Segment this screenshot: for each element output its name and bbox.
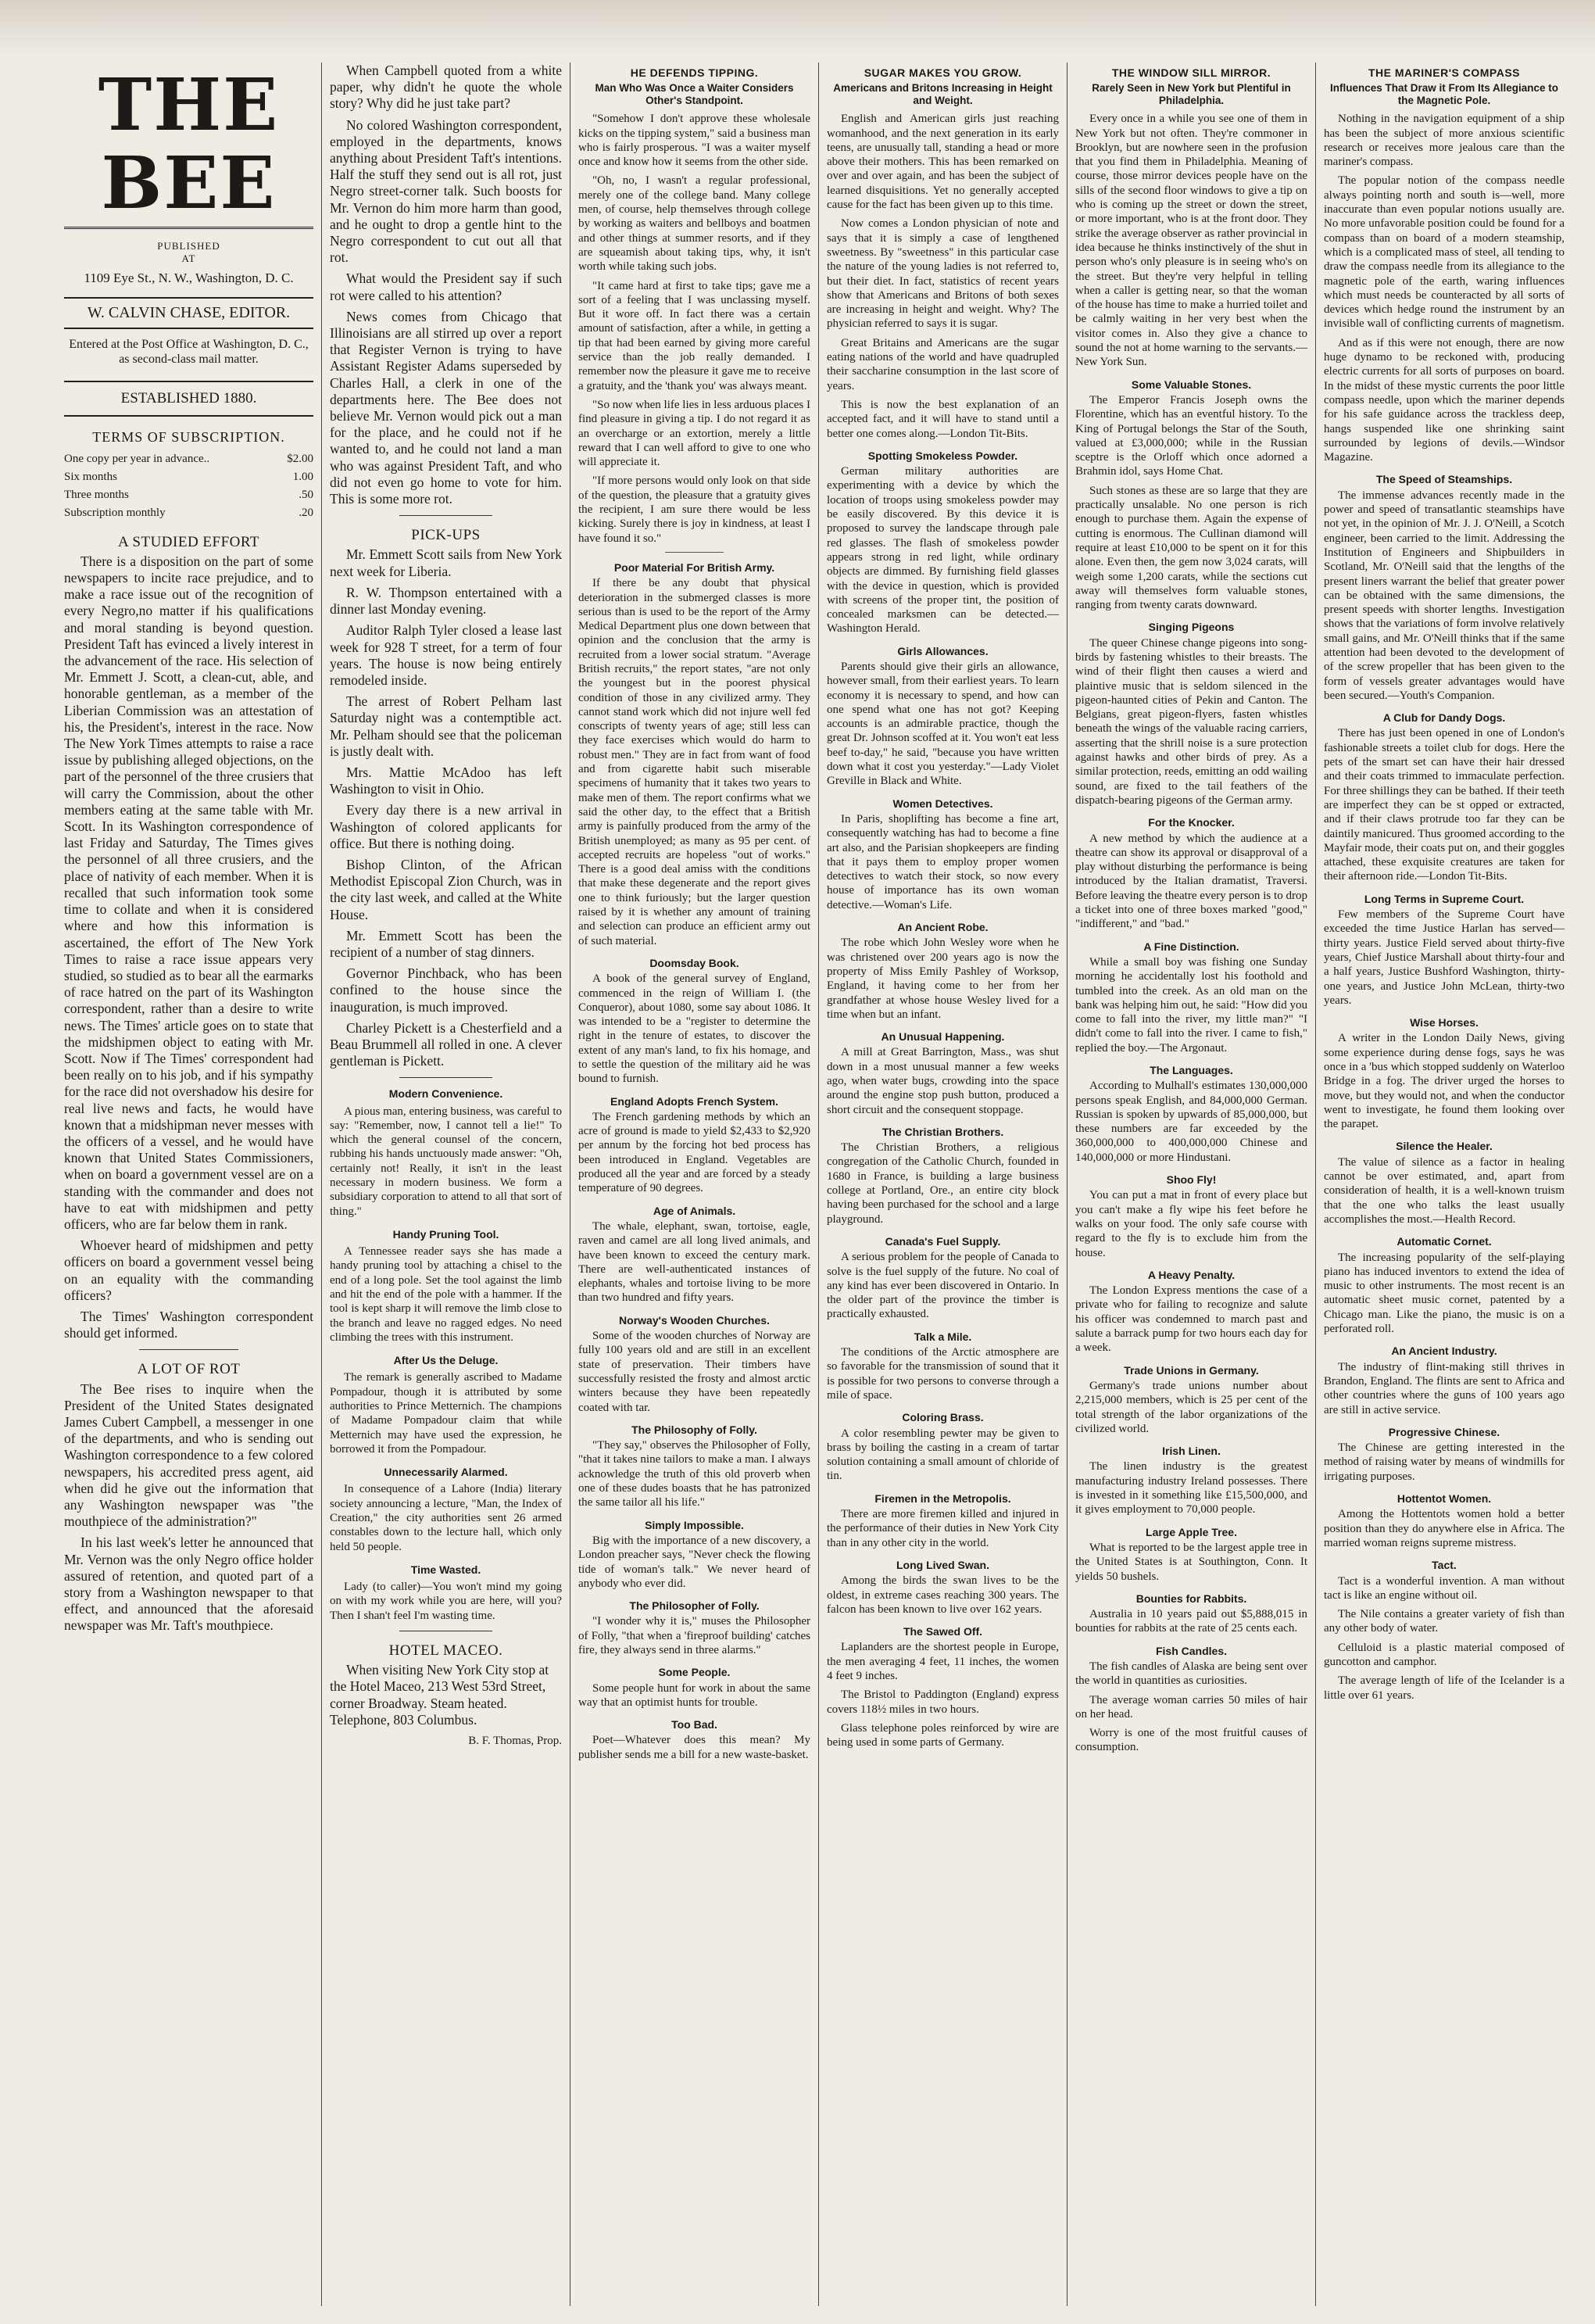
column-2 [322, 63, 570, 2306]
paragraph: Some of the wooden churches of Norway are fully 100 years old and are still in an excellent state of preservation. Their timbers have successfully resisted the frosty and almost arctic winters because they have been repeatedly coated with tar. [578, 1330, 810, 1414]
article-heading: Doomsday Book. [649, 956, 739, 969]
divider [139, 1349, 239, 1350]
paragraph: A pious man, entering business, was careful to say: "Remember, now, I cannot tell a lie!" To which the general counsel of the concern, rubbing his hands unctuously made answer: "Oh, certainly not! Really, it isn't in the least necessary in modern business. We form a subsidiary corporation to attend to all that sort of thing." [330, 1105, 562, 1218]
terms-table [64, 450, 313, 523]
divider [399, 1077, 492, 1078]
paragraph: Whoever heard of midshipmen and petty officers on board a government vessel being on an equality with the commanding officers? [64, 1237, 313, 1303]
terms-row [64, 504, 313, 522]
paragraph: The robe which John Wesley wore when he was christened over 200 years ago is now the property of Miss Emily Pashley of Worksop, England, it having come to her from her grandfather at whose house Wesley lived for a time when but an infant. [827, 936, 1059, 1021]
paragraph: In his last week's letter he announced that Mr. Vernon was the only Negro office holder assured of retention, and quoted part of a story from a Washington newspaper to that effect, and announced that the aforesaid newspaper was Mr. Taft's mouthpiece. [64, 1534, 313, 1634]
paragraph: Nothing in the navigation equipment of a ship has been the subject of more anxious scientific research or receives more jealous care than the mariner's compass. [1324, 113, 1565, 169]
paragraph: Among the Hottentots women hold a better position than they do anywhere else in Africa. The married woman reigns supreme mistress. [1324, 1508, 1565, 1549]
terms-row [64, 450, 313, 468]
paragraph: The Bee rises to inquire when the President of the United States designated James Cubert Campbell, a messenger in one of the departments, and who is sending out Washington correspondence to a few colored newspapers, his accredited press agent, aid when did he give out the information that any Washington newspaper was "the mouthpiece of the administration?" [64, 1380, 313, 1530]
paragraph: "If more persons would only look on that side of the question, the pleasure that a gratuity gives the recipient, I am sure there would be less kicking. Surely there is joy in kindness, at least I have found it so." [578, 474, 810, 545]
article-heading: Large Apple Tree. [1146, 1525, 1237, 1538]
paragraph: The Christian Brothers, a religious congregation of the Catholic Church, founded in 1680 in France, is building a large business college at Portland, Ore., an entire city block having been purchased for the school and a large playground. [827, 1141, 1059, 1226]
paragraph: Every day there is a new arrival in Washington of colored applicants for office. But there is nothing doing. [330, 802, 562, 851]
article-heading: Simply Impossible. [645, 1518, 744, 1531]
headline-hotel-maceo: HOTEL MACEO. [388, 1642, 503, 1659]
terms-label: One copy per year in advance.. [64, 452, 210, 465]
paragraph: Auditor Ralph Tyler closed a lease last week for 928 T street, for a term of four years. The house is now being entirely remodeled inside. [330, 622, 562, 688]
paragraph: News comes from Chicago that Illinoisians are all stirred up over a report that Register Vernon is trying to have Assistant Register Adams superseded by Charles Hall, a clerk in one of the departments here. The Bee does not believe Mr. Vernon would pick out a man for the place, and he could not if he wanted to, and he could not land a man who was against President Taft, and who did not even go home to vote for him. This is some more rot. [330, 308, 562, 507]
terms-value: .50 [299, 489, 313, 502]
paragraph: Tact is a wonderful invention. A man without tact is like an engine without oil. [1324, 1574, 1565, 1602]
article-heading: A Fine Distinction. [1143, 940, 1239, 953]
article-heading: Spotting Smokeless Powder. [867, 449, 1018, 462]
article-heading: Singing Pigeons [1148, 621, 1235, 634]
article-heading: Women Detectives. [892, 797, 993, 810]
paragraph: When Campbell quoted from a white paper, why didn't he quote the whole story? Why did he just take part? [330, 63, 562, 112]
headline-compass: THE MARINER'S COMPASS [1368, 66, 1521, 79]
paragraph: And as if this were not enough, there are now huge dynamo to be reckoned with, producing electric currents for all sorts of purposes on board. In the midst of these mystic currents the poor little compass needle, upon which the mariner depends for his safe guidance across the trackless deep, hangs suspended like one shrinking saint surrounded by legions of devils.—Windsor Magazine. [1324, 336, 1565, 464]
paragraph: Such stones as these are so large that they are practically unsalable. No one person is rich enough to purchase them. Again the expense of cutting is enormous. The Cullinan diamond will require at least £10,000 to be spent on it for this alone. Even then, the gem now 3,024 carats, will weigh some 1,200 carats, while the sections cut away will themselves form valuable stones, ranging from twenty carats downward. [1075, 484, 1307, 612]
paragraph: The remark is generally ascribed to Madame Pompadour, though it is attributed by some authorities to Prince Metternich. The champions of Madame Pompadour claim that while Metternich may have used the expression, he borrowed it from the Pompadour. [330, 1371, 562, 1456]
article-heading: Some People. [658, 1666, 731, 1679]
article-heading: After Us the Deluge. [393, 1354, 499, 1367]
article-heading: Automatic Cornet. [1397, 1235, 1492, 1248]
article-heading: A Club for Dandy Dogs. [1382, 711, 1506, 725]
paragraph: The whale, elephant, swan, tortoise, eagle, raven and camel are all long lived animals, and have been known to exceed the century mark. There are well-authenticated instances of elephants, whales and tortoise living to be more than two hundred and fifty years. [578, 1219, 810, 1305]
paragraph: The Bristol to Paddington (England) express covers 118½ miles in two hours. [827, 1688, 1059, 1716]
paragraph: The average woman carries 50 miles of hair on her head. [1075, 1693, 1307, 1721]
paragraph: The average length of life of the Icelander is a little over 61 years. [1324, 1674, 1565, 1702]
article-heading: Handy Pruning Tool. [392, 1227, 499, 1241]
article-heading: Norway's Wooden Churches. [619, 1313, 770, 1327]
paragraph: The Nile contains a greater variety of fish than any other body of water. [1324, 1608, 1565, 1635]
paragraph: The value of silence as a factor in healing cannot be over estimated, and, apart from consideration of health, it is a well-known truism that the one who talks the least usually accomplishes the most.—Health Record. [1324, 1155, 1565, 1226]
article-heading: Girls Allowances. [897, 644, 989, 657]
paragraph: In Paris, shoplifting has become a fine art, consequently watching has had to become a fine art also, and the Parisian shopkeepers are finding that it pays them to employ proper women detectives to watch their stock, so now every house of importance has its own woman detective.—Woman's Life. [827, 812, 1059, 911]
terms-label: Six months [64, 471, 117, 484]
paragraph: English and American girls just reaching womanhood, and the next generation in its early teens, are unusually tall, standing a head or more above their mothers. This has been remarked on over and over again, and has been the subject of learned disquisitions. Yet no generally accepted cause for the fact has been given up to this time. [827, 113, 1059, 212]
paragraph: "It came hard at first to take tips; gave me a sort of a feeling that I was unclassing myself. But it wore off. In fact there was a certain amount of satisfaction, after a while, in getting a tip that had been earned by giving more careful service than the job really demanded. I remember now the pleasure it gave me to receive a gratuity, and the 'thank you' was always meant. [578, 279, 810, 392]
paragraph: The French gardening methods by which an acre of ground is made to yield $2,433 to $2,920 per annum by the forcing hot bed process has been introduced in England. Vegetables are produced all the year and are forced by a steady temperature of 90 degrees. [578, 1110, 810, 1195]
article-heading: For the Knocker. [1148, 816, 1235, 829]
terms-label: Subscription monthly [64, 507, 166, 520]
paragraph: Big with the importance of a new discovery, a London preacher says, "Never check the flowing tide of woman's talk." We never heard of anybody who ever did. [578, 1534, 810, 1590]
paragraph: No colored Washington correspondent, employed in the departments, knows anything about President Taft's intentions. Half the stuff they send out is all rot, just Negro street-corner talk. Such boosts for Mr. Vernon do him more harm than good, and he ought to drop a gentle hint to the Negro correspondent to cut out all that rot. [330, 116, 562, 266]
divider [399, 515, 492, 516]
page-top-edge [0, 0, 1595, 55]
headline-pick-ups: PICK-UPS [411, 527, 481, 544]
article-heading: The Philosophy of Folly. [631, 1423, 757, 1436]
paragraph: The linen industry is the greatest manufacturing industry Ireland possesses. There is invested in it something like £15,500,000, and it gives employment to 70,000 people. [1075, 1460, 1307, 1517]
paragraph: While a small boy was fishing one Sunday morning he accidentally lost his foothold and tumbled into the creek. As an old man on the bank was helping him out, he said: "How did you come to fall into the river, my little man?" "I didn't come to fall into the river. I came to fish," replied the boy.—The Argonaut. [1075, 955, 1307, 1055]
subheadline: Influences That Draw it From Its Allegiance to the Magnetic Pole. [1329, 82, 1559, 107]
paragraph: If there be any doubt that physical deterioration in the submerged classes is more serious than is used to be the report of the Army Medical Department plus one down between that opinion and the conclusion that the army is recruited from a lower social stratum. "Average British recruits," the report states, "are not only the youngest but in the poorest physical condition of those in any civilized army. They cannot stand work which did not injure well fed conscripts of twenty years of age; still less can they face exercises which would do harm to robust men." They are in fact from want of food and from cigarette habit such miserable specimens of humanity that it takes two years to make men of them. The report confirms what we said the other day, to the effect that a British army is painfully produced from the army of the British unemployed; as many as 95 per cent. of accepted recruits are hopeless "out of works." There is a good deal amiss with the conditions that make these degenerate and the report gives one to think furiously; but the larger question raised by it is whether any amount of training and selection can produce an efficient army out of such material. [578, 577, 810, 947]
paragraph: Charley Pickett is a Chesterfield and a Beau Brummell all rolled in one. A clever gentleman is Pickett. [330, 1019, 562, 1069]
column-5 [1068, 63, 1316, 2306]
paragraph: According to Mulhall's estimates 130,000,000 persons speak English, and 84,000,000 German. Russian is spoken by upwards of 85,000,000, but these numbers are far exceeded by the 360,000,000 to 400,000,000 Chinese and 140,000,000 or more Hindustani. [1075, 1080, 1307, 1164]
paragraph: Poet—Whatever does this mean? My publisher sends me a bill for a new waste-basket. [578, 1734, 810, 1761]
headline-lot-of-rot: A LOT OF ROT [137, 1361, 241, 1378]
published-at: PUBLISHED AT [157, 240, 220, 264]
paragraph: The fish candles of Alaska are being sent over the world in quantities as curiosities. [1075, 1660, 1307, 1688]
paragraph: There is a disposition on the part of some newspapers to incite race prejudice, and to make a race issue out of the recognition of every Negro,no matter if his qualifications and moral standing is beyond question. President Taft has evinced a lively interest in the advancement of the race. His selection of Mr. Emmett J. Scott, a clean-cut, able, and honorable gentleman, as a member of the Liberian Commission was an attestation of his, the President's, interest in the race. Now The New York Times attempts to raise a race issue by publishing alleged objections, on the part of the personnel of the three crusiers that will carry the Commission, about the other members eating at the same table with Mr. Scott. In its Washington correspondence of last Friday and Saturday, The Times gives the personnel of all three crusiers, and the place of nativity of each member. When it is recalled that such information took some time to collate and when it is considered where and how this information is ascertained, the effort of The New York Times to raise a race issue appears very studied, so studied as to bear all the earmarks of race hatred on the part of its Washington correspondent, rather than a desire to write news. The Times' article goes on to state that the midshipmen object to eating with Mr. Scott. Now if The Times' correspondent had been really on to his job, and if his sympathy for the race did not overshadow his desire for real live news and facts, he would have known that a midshipman never messes with the officers of a vessel, and he would have known that United States Commissioners, when on board a government vessel are on a standing with the commander and does not have to eat with midshipmen and petty officers, who are far below them in rank. [64, 553, 313, 1232]
paragraph: Governor Pinchback, who has been confined to the house since the inauguration, is much improved. [330, 965, 562, 1015]
paragraph: Lady (to caller)—You won't mind my going on with my work while you are here, will you? Then I shan't feel I'm wasting time. [330, 1581, 562, 1622]
article-heading: Time Wasted. [410, 1563, 481, 1576]
subheadline: Rarely Seen in New York but Plentiful in Philadelphia. [1092, 82, 1291, 107]
article-heading: Tact. [1432, 1559, 1457, 1572]
article-heading: Fish Candles. [1155, 1644, 1228, 1657]
paragraph: There are more firemen killed and injured in the performance of their duties in New York City than in any other city in the world. [827, 1508, 1059, 1549]
paragraph: The Times' Washington correspondent should get informed. [64, 1308, 313, 1341]
terms-label: Three months [64, 489, 129, 502]
article-heading: The Languages. [1150, 1064, 1233, 1076]
masthead-title: THE BEE [64, 66, 313, 229]
paragraph: The immense advances recently made in the power and speed of transatlantic steamships have not yet, in the opinion of Mr. J. J. O'Neill, a Scotch engineer, been carried to the limit. Addressing the Institution of Engineers and Shipbuilders in Scotland, Mr. O'Neill said that the lengths of the present liners warrant the belief that greater power can be obtained with the same dimensions, the present speeds with shorter lengths. Investigation shows that the variations of form involve relatively small gains, and Mr. O'Neill thinks that if the same attention had been devoted to the development of of the screw propeller that has been given to the form of vessels greater advantages would have been secured.—Youth's Companion. [1324, 489, 1565, 702]
article-heading: Talk a Mile. [914, 1330, 972, 1343]
paragraph: This is now the best explanation of an accepted fact, and it will have to stand until a better one comes along.—London Tit-Bits. [827, 398, 1059, 440]
paragraph: The London Express mentions the case of a private who for failing to recognize and salute his officer was condemned to march past and salute a barrack pump for two hours each day for a week. [1075, 1284, 1307, 1355]
article-heading: An Ancient Robe. [897, 921, 989, 934]
paragraph: When visiting New York City stop at the Hotel Maceo, 213 West 53rd Street, corner Broadway. Steam heated. Telephone, 803 Columbus. [330, 1662, 549, 1728]
paragraph: A book of the general survey of England, commenced in the reign of William I. (the Conqueror), about 1080, some say about 1086. It was intended to be a "register to determine the right in the tenure of estates, to discover the extent of any man's land, to fix his homage, and to settle the question of the military aid he was bound to furnish. [578, 972, 810, 1086]
article-heading: Some Valuable Stones. [1131, 378, 1252, 391]
paragraph: A Tennessee reader says she has made a handy pruning tool by attaching a chisel to the end of a long pole. Set the tool against the limb and hit the end of the pole with a hammer. If the tool is kept sharp it will remove the limb close to the branch and leave no ragged edges. No need climbing the trees with this instrument. [330, 1245, 562, 1344]
paragraph: Among the birds the swan lives to be the oldest, in extreme cases reaching 300 years. The falcon has been known to live over 162 years. [827, 1574, 1059, 1616]
paragraph: The Chinese are getting interested in the method of raising water by means of windmills for irrigating purposes. [1324, 1441, 1565, 1483]
article-heading: England Adopts French System. [610, 1094, 778, 1108]
column-3 [570, 63, 819, 2306]
headline-window-mirror: THE WINDOW SILL MIRROR. [1111, 66, 1271, 79]
paragraph: Parents should give their girls an allowance, however small, from their earliest years. To learn economy it is necessary to spend, and how can one spend what one has not got? Keeping accounts is an admirable practice, though the great Dr. Johnson scoffed at it. You won't eat less beef to-day," he said, "because you have written down what it cost you yesterday."—Lady Violet Greville in Black and White. [827, 660, 1059, 788]
paragraph: The increasing popularity of the self-playing piano has induced inventors to extend the idea of music to other instruments. The most recent is an automatic sheet music cornet, patented by a Chicago man. Like the piano, the music is on a perforated roll. [1324, 1251, 1565, 1336]
article-heading: Firemen in the Metropolis. [874, 1491, 1011, 1505]
article-heading: Long Terms in Supreme Court. [1364, 892, 1525, 905]
paragraph: Mr. Emmett Scott has been the recipient of a number of stag dinners. [330, 927, 562, 960]
article-heading: Long Lived Swan. [896, 1558, 989, 1571]
article-heading: Bounties for Rabbits. [1135, 1592, 1247, 1605]
paragraph: Every once in a while you see one of them in New York but not often. They're commoner in Brooklyn, but are nowhere seen in the profusion that you find them in Philadelphia. Meaning of course, those mirror devices people have on the sills of the second floor windows to give a tip on who is coming up the street or down the street, or more important, who is at the front door. They strike the average observer as rather provincial in idea because he thinks instinctively of the shut in person who's only pleasure is in seeing who's on the street. But they're very helpful in telling when a caller is getting near, so that the woman of the house has time to make a hurried toilet and be calmly waiting in her very best when the visitor comes in. Also they give a chance to sound the not at home warning to the servants.—New York Sun. [1075, 113, 1307, 369]
article-heading: Silence the Healer. [1396, 1140, 1493, 1153]
paragraph: "I wonder why it is," muses the Philosopher of Folly, "that when a 'fireproof building' catches fire, they always send in three alarms." [578, 1615, 810, 1656]
paragraph: What would the President say if such rot were called to his attention? [330, 270, 562, 303]
paragraph: "Somehow I don't approve these wholesale kicks on the tipping system," said a business man who is fairly prosperous. "I was a waiter myself once and know how it seems from the other side. [578, 113, 810, 169]
paragraph: A new method by which the audience at a theatre can show its approval or disapproval of a play without disturbing the performance is being introduced by the Italian dramatist, Traversi. Before leaving the theatre every person is to drop a ticket into one of three boxes marked "good," "indifferent," and "bad." [1075, 832, 1307, 931]
paragraph: What is reported to be the largest apple tree in the United States is at Southington, Conn. It yields 50 bushels. [1075, 1541, 1307, 1583]
subheadline: Man Who Was Once a Waiter Considers Other's Standpoint. [595, 82, 794, 107]
paragraph: Glass telephone poles reinforced by wire are being used in some parts of Germany. [827, 1721, 1059, 1749]
subheadline: Americans and Britons Increasing in Height and Weight. [833, 82, 1053, 107]
paragraph: "So now when life lies in less arduous places I find pleasure in giving a tip. I do not regard it as an overcharge or an extortion, merely a little reward that I can well afford to give to one who will appreciate it. [578, 398, 810, 469]
terms-row [64, 486, 313, 504]
paragraph: Great Britains and Americans are the sugar eating nations of the world and have quadrupled their saccharine consumption in the last score of years. [827, 336, 1059, 392]
headline-sugar: SUGAR MAKES YOU GROW. [864, 66, 1022, 79]
paragraph: A serious problem for the people of Canada to solve is the fuel supply of the future. No coal of any kind has ever been discovered in Ontario. In the older part of the province the timber is practically exhausted. [827, 1251, 1059, 1321]
paragraph: There has just been opened in one of London's fashionable streets a toilet club for dogs. Here the pets of the smart set can have their hair dressed and their coats trimmed to immaculate perfection. For three shillings they can be bathed. If their teeth are imperfect they can be st opped or extracted, and if their claws protrude too far they can be daintily manicured. Thus groomed according to the Mayfair mode, their coats put on, and their goggles attached, these exquisite creatures are taken for their afternoon ride.—London Tit-Bits. [1324, 727, 1565, 883]
masthead-address: 1109 Eye St., N. W., Washington, D. C. [84, 270, 294, 285]
paragraph: Australia in 10 years paid out $5,888,015 in bounties for rabbits at the rate of 25 cents each. [1075, 1608, 1307, 1635]
column-6 [1316, 63, 1572, 2306]
paragraph: The arrest of Robert Pelham last Saturday night was a contemptible act. Mr. Pelham should see that the policeman is justly dealt with. [330, 693, 562, 759]
terms-value: 1.00 [292, 471, 313, 484]
paragraph: A mill at Great Barrington, Mass., was shut down in a most unusual manner a few weeks ago, when water bugs, crowding into the space around the engine stop push button, produced a short circuit and the consequent stoppage. [827, 1046, 1059, 1116]
article-heading: Canada's Fuel Supply. [885, 1234, 1001, 1248]
headline-studied-effort: A STUDIED EFFORT [117, 533, 260, 550]
signature: B. F. Thomas, Prop. [468, 1735, 562, 1748]
article-heading: An Unusual Happening. [881, 1030, 1005, 1044]
paragraph: The Emperor Francis Joseph owns the Florentine, which has an eventful history. To the King of Portugal belongs the Star of the South, valued at £3,000,000; while in the Russian sceptre is the Orloff which once adorned a Brahmin idol, says Home Chat. [1075, 393, 1307, 478]
article-heading: Trade Unions in Germany. [1124, 1363, 1259, 1377]
paragraph: The industry of flint-making still thrives in Brandon, England. The flints are sent to Africa and other countries where the guns of 100 years ago are still in active service. [1324, 1360, 1565, 1416]
terms-title: TERMS OF SUBSCRIPTION. [92, 428, 285, 445]
article-heading: Progressive Chinese. [1388, 1425, 1500, 1438]
article-heading: Hottentot Women. [1397, 1492, 1492, 1506]
article-heading: A Heavy Penalty. [1147, 1268, 1236, 1281]
divider [665, 552, 723, 553]
paragraph: The queer Chinese change pigeons into song-birds by fastening whistles to their breasts. The wind of their flight then causes a wierd and plaintive music that is seldom silenced in the pigeon-haunted cities of Pekin and Canton. The Belgians, great pigeon-flyers, fasten whistles beneath the wings of the valuable racing carriers, asserting that the shrill noise is a sure protection against hawks and other birds of prey. As a similar protection, reeds, emitting an odd wailing sound, are fixed to the tail feathers of the dispatch-bearing pigeons of the German army. [1075, 636, 1307, 807]
article-heading: Unnecessarily Alarmed. [384, 1466, 508, 1479]
paragraph: "They say," observes the Philosopher of Folly, "that it takes nine tailors to make a man. I always acknowledge the truth of this old proverb when one of these dudes boasts that he has patronized the same tailor all his life." [578, 1439, 810, 1509]
paragraph: A writer in the London Daily News, giving some experience during dense fogs, says he was once in a 'bus which stopped suddenly on Waterloo Bridge in a fog. The driver urged the horses to move, but they would not, and when the conductor went to investigate, he found them looking over the parapet. [1324, 1032, 1565, 1131]
masthead-entered: Entered at the Post Office at Washington, D. C., as second-class mail matter. [69, 338, 309, 367]
paragraph: Few members of the Supreme Court have exceeded the time Justice Harlan has served—thirty years. Justice Field served about thirty-five years, Chief Justice Marshall about thirty-four and a half years, Justice Bushford Washington, thirty-one years, and Justice John McLean, thirty-two years. [1324, 908, 1565, 1007]
column-1 [56, 63, 322, 2306]
paragraph: German military authorities are experimenting with a device by which the location of troops using smokeless powder may be easily discovered. By this device it is proposed to survey the landscape through pale red glasses. The flash of smokeless powder appears strong in red light, while ordinary objects are dimmed. By furnishing field glasses with the device in question, which is provided with screens of the proper tint, the position of concealed marksmen can be detected.—Washington Herald. [827, 465, 1059, 636]
article-heading: The Christian Brothers. [882, 1125, 1004, 1138]
article-heading: Wise Horses. [1410, 1016, 1479, 1030]
paragraph: Mr. Emmett Scott sails from New York next week for Liberia. [330, 546, 562, 579]
paragraph: Germany's trade unions number about 2,215,000 members, which is 25 per cent of the total strength of the labor organizations of the civilized world. [1075, 1379, 1307, 1435]
column-4 [819, 63, 1068, 2306]
article-heading: Modern Convenience. [388, 1087, 503, 1101]
paragraph: Mrs. Mattie McAdoo has left Washington to visit in Ohio. [330, 764, 562, 797]
columns [56, 63, 1572, 2306]
paragraph: Laplanders are the shortest people in Europe, the men averaging 4 feet, 11 inches, the women 4 feet 9 inches. [827, 1641, 1059, 1682]
paragraph: Bishop Clinton, of the African Methodist Episcopal Zion Church, was in the city last week, and called at the White House. [330, 856, 562, 922]
paragraph: "Oh, no, I wasn't a regular professional, merely one of the college band. Many college men, of course, help themselves through college by working as waiters and bellboys and boatmen and other things at summer resorts, and if they are squeamish about taking tips, why, it isn't worth while taking such jobs. [578, 174, 810, 274]
masthead-editor: W. CALVIN CHASE, EDITOR. [64, 297, 313, 329]
headline-tipping: HE DEFENDS TIPPING. [630, 66, 759, 79]
paragraph: The popular notion of the compass needle always pointing north and south is—well, more inaccurate than even popular notions usually are. No more unfavorable position could be found for a compass than on board of a modern steamship, which is a complicated mass of steel, all tending to draw the compass needle from its allegiance to the magnetic pole of the earth, waring influences which must needs be counteracted by all sorts of devices which hedge round the instrument by an invisible wall of conflicting currents of magnetism. [1324, 174, 1565, 331]
article-heading: Too Bad. [671, 1718, 717, 1731]
terms-row [64, 468, 313, 486]
paragraph: R. W. Thompson entertained with a dinner last Monday evening. [330, 584, 562, 618]
paragraph: In consequence of a Lahore (India) literary society announcing a lecture, "Man, the Index of Creation," the city authorities sent 26 armed constables down to the lecture hall, which only held 50 people. [330, 1483, 562, 1553]
article-heading: An Ancient Industry. [1391, 1345, 1497, 1358]
article-heading: The Philosopher of Folly. [629, 1599, 760, 1613]
paragraph: Worry is one of the most fruitful causes of consumption. [1075, 1727, 1307, 1754]
paragraph: Some people hunt for work in about the same way that an optimist hunts for trouble. [578, 1681, 810, 1709]
article-heading: Age of Animals. [653, 1204, 736, 1217]
article-heading: Poor Material For British Army. [613, 560, 775, 574]
paragraph: You can put a mat in front of every place but you can't make a fly wipe his feet before he walks on your food. The only safe course with regard to the fly is to exclude him from the house. [1075, 1189, 1307, 1259]
paragraph: Celluloid is a plastic material composed of guncotton and camphor. [1324, 1641, 1565, 1668]
paragraph: The conditions of the Arctic atmosphere are so favorable for the transmission of sound that it is possible for two persons to converse through a mile of space. [827, 1346, 1059, 1402]
article-heading: Irish Linen. [1162, 1445, 1221, 1458]
paragraph: Now comes a London physician of note and says that it is simply a case of lengthened sweetness. By "sweetness" in this particular case the nature of the young ladies is not referred to, but their diet. In fact, statistics of recent years show that Americans and Britons of both sexes are increasing in height and weight. Why? The physician referred to says it is sugar. [827, 217, 1059, 331]
masthead-established: ESTABLISHED 1880. [64, 381, 313, 416]
article-heading: The Sawed Off. [903, 1625, 983, 1638]
terms-value: .20 [299, 507, 313, 520]
article-heading: Shoo Fly! [1166, 1173, 1217, 1187]
article-heading: The Speed of Steamships. [1375, 473, 1513, 486]
terms-value: $2.00 [287, 452, 313, 465]
paragraph: A color resembling pewter may be given to brass by boiling the casting in a cream of tartar solution containing a small amount of chloride of tin. [827, 1427, 1059, 1483]
article-heading: Coloring Brass. [902, 1411, 984, 1424]
